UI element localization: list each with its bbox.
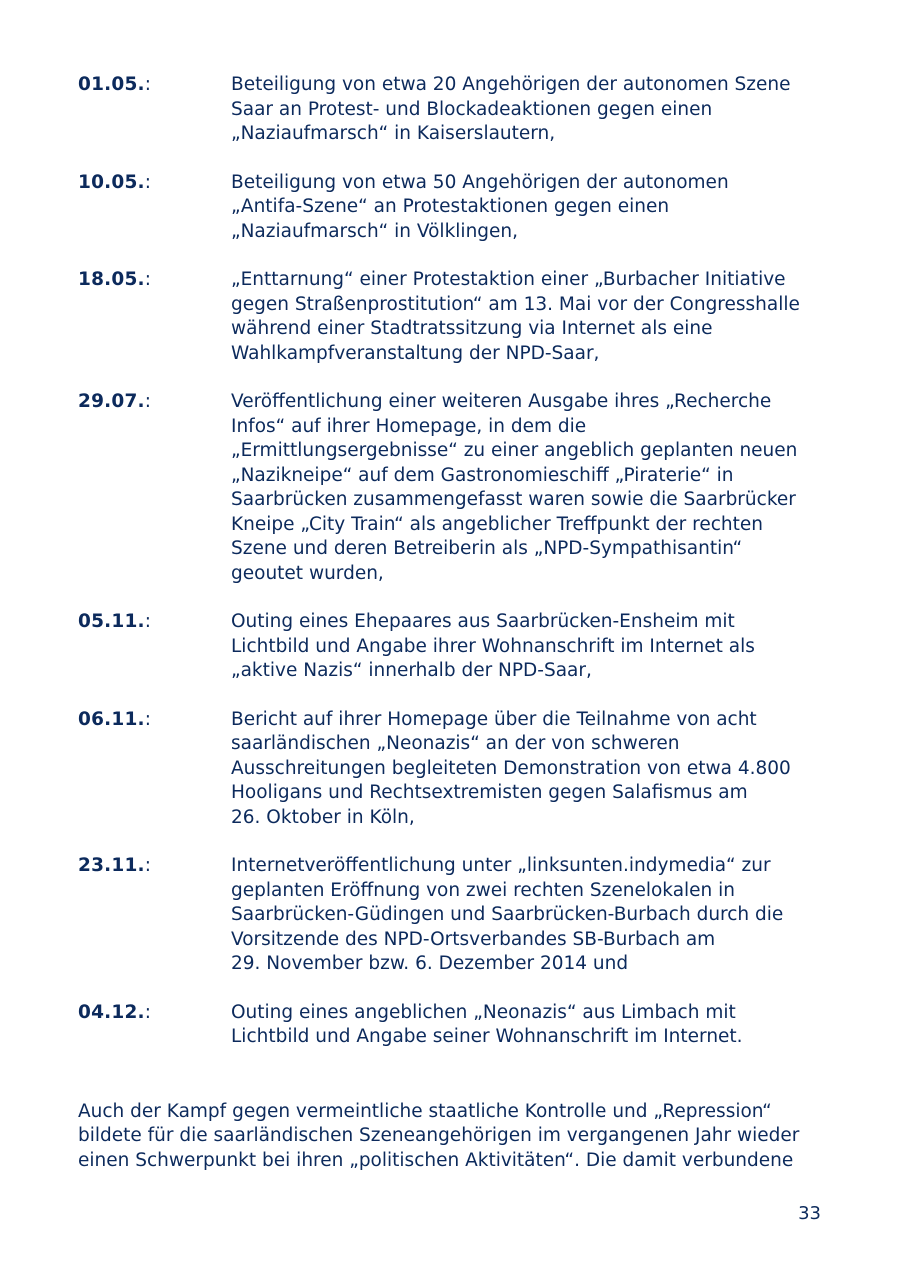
entry-text: Veröffentlichung einer weiteren Ausgabe ihres „Recherche Infos“ auf ihrer Homepage, in dem die „Ermittlungsergebnisse“ zu einer angeblich geplanten neuen „Nazikneipe“ auf dem Gastronomieschiff „Piraterie“ in Saarbrücken zusammengefasst waren sowie die Saarbrücker Kneipe „City Train“ als angeblicher Treffpunkt der rechten Szene und deren Betreiberin als „NPD-Sympathisantin“ geoutet wurden,	[231, 391, 798, 584]
chronology-entry	[78, 854, 828, 977]
page-number: 33	[798, 1203, 821, 1224]
entry-date: 10.05.:	[78, 171, 152, 193]
chronology-entry	[78, 708, 828, 831]
entry-date-value: 04.12.	[78, 1001, 145, 1023]
entry-date-value: 23.11.	[78, 855, 145, 876]
entry-text: „Enttarnung“ einer Protestaktion einer „Burbacher Initiative gegen Straßenprostitution“ am 13. Mai vor der Congresshalle während einer Stadtratssitzung via Internet als eine Wahlkampfveranstaltung der NPD-Saar,	[231, 269, 800, 364]
chronology-entry	[78, 390, 828, 586]
chronology-entry	[78, 171, 828, 245]
entry-text: Beteiligung von etwa 20 Angehörigen der autonomen Szene Saar an Protest- und Blockadeaktionen gegen einen „Naziaufmarsch“ in Kaiserslautern,	[231, 74, 791, 144]
entry-date-value: 10.05.	[78, 171, 145, 193]
entry-text: Internetveröffentlichung unter „linksunten.indymedia“ zur geplanten Eröffnung von zwei rechten Szenelokalen in Saarbrücken-Güdingen und Saarbrücken-Burbach durch die Vorsitzende des NPD-Ortsverbandes SB-Burbach am 29. November bzw. 6. Dezember 2014 und	[231, 855, 784, 974]
closing-paragraph: Auch der Kampf gegen vermeintliche staatliche Kontrolle und „Repression“ bildete für die saarländischen Szeneangehörigen im vergangenen Jahr wieder einen Schwerpunkt bei ihren „politischen Aktivitäten“. Die damit verbundene	[78, 1100, 800, 1171]
entry-date: 04.12.:	[78, 1001, 152, 1023]
entry-date: 29.07.:	[78, 391, 152, 412]
entry-date-value: 01.05.	[78, 74, 145, 95]
chronology-entry	[78, 610, 828, 684]
entry-date: 05.11.:	[78, 611, 152, 632]
entry-date: 23.11.:	[78, 855, 152, 876]
entry-text: Beteiligung von etwa 50 Angehörigen der autonomen „Antifa-Szene“ an Protestaktionen gegen einen „Naziaufmarsch“ in Völklingen,	[231, 171, 729, 242]
entry-date: 06.11.:	[78, 708, 152, 730]
entry-date: 18.05.:	[78, 269, 152, 290]
chronology-entry	[78, 73, 828, 147]
entry-text: Outing eines angeblichen „Neonazis“ aus Limbach mit Lichtbild und Angabe seiner Wohnanschrift im Internet.	[231, 1001, 743, 1047]
entry-date: 01.05.:	[78, 74, 152, 95]
document-body	[78, 73, 828, 1173]
entry-date-value: 29.07.	[78, 391, 145, 412]
entry-date-value: 06.11.	[78, 708, 145, 730]
chronology-entry	[78, 268, 828, 366]
entry-text: Bericht auf ihrer Homepage über die Teilnahme von acht saarländischen „Neonazis“ an der von schweren Ausschreitungen begleiteten Demonstration von etwa 4.800 Hooligans und Rechtsextremisten gegen Salafismus am 26. Oktober in Köln,	[231, 708, 791, 828]
chronology-entry	[78, 1001, 828, 1050]
entry-date-value: 18.05.	[78, 269, 145, 290]
entry-text: Outing eines Ehepaares aus Saarbrücken-Ensheim mit Lichtbild und Angabe ihrer Wohnanschrift im Internet als „aktive Nazis“ innerhalb der NPD-Saar,	[231, 611, 755, 681]
entry-date-value: 05.11.	[78, 611, 145, 632]
